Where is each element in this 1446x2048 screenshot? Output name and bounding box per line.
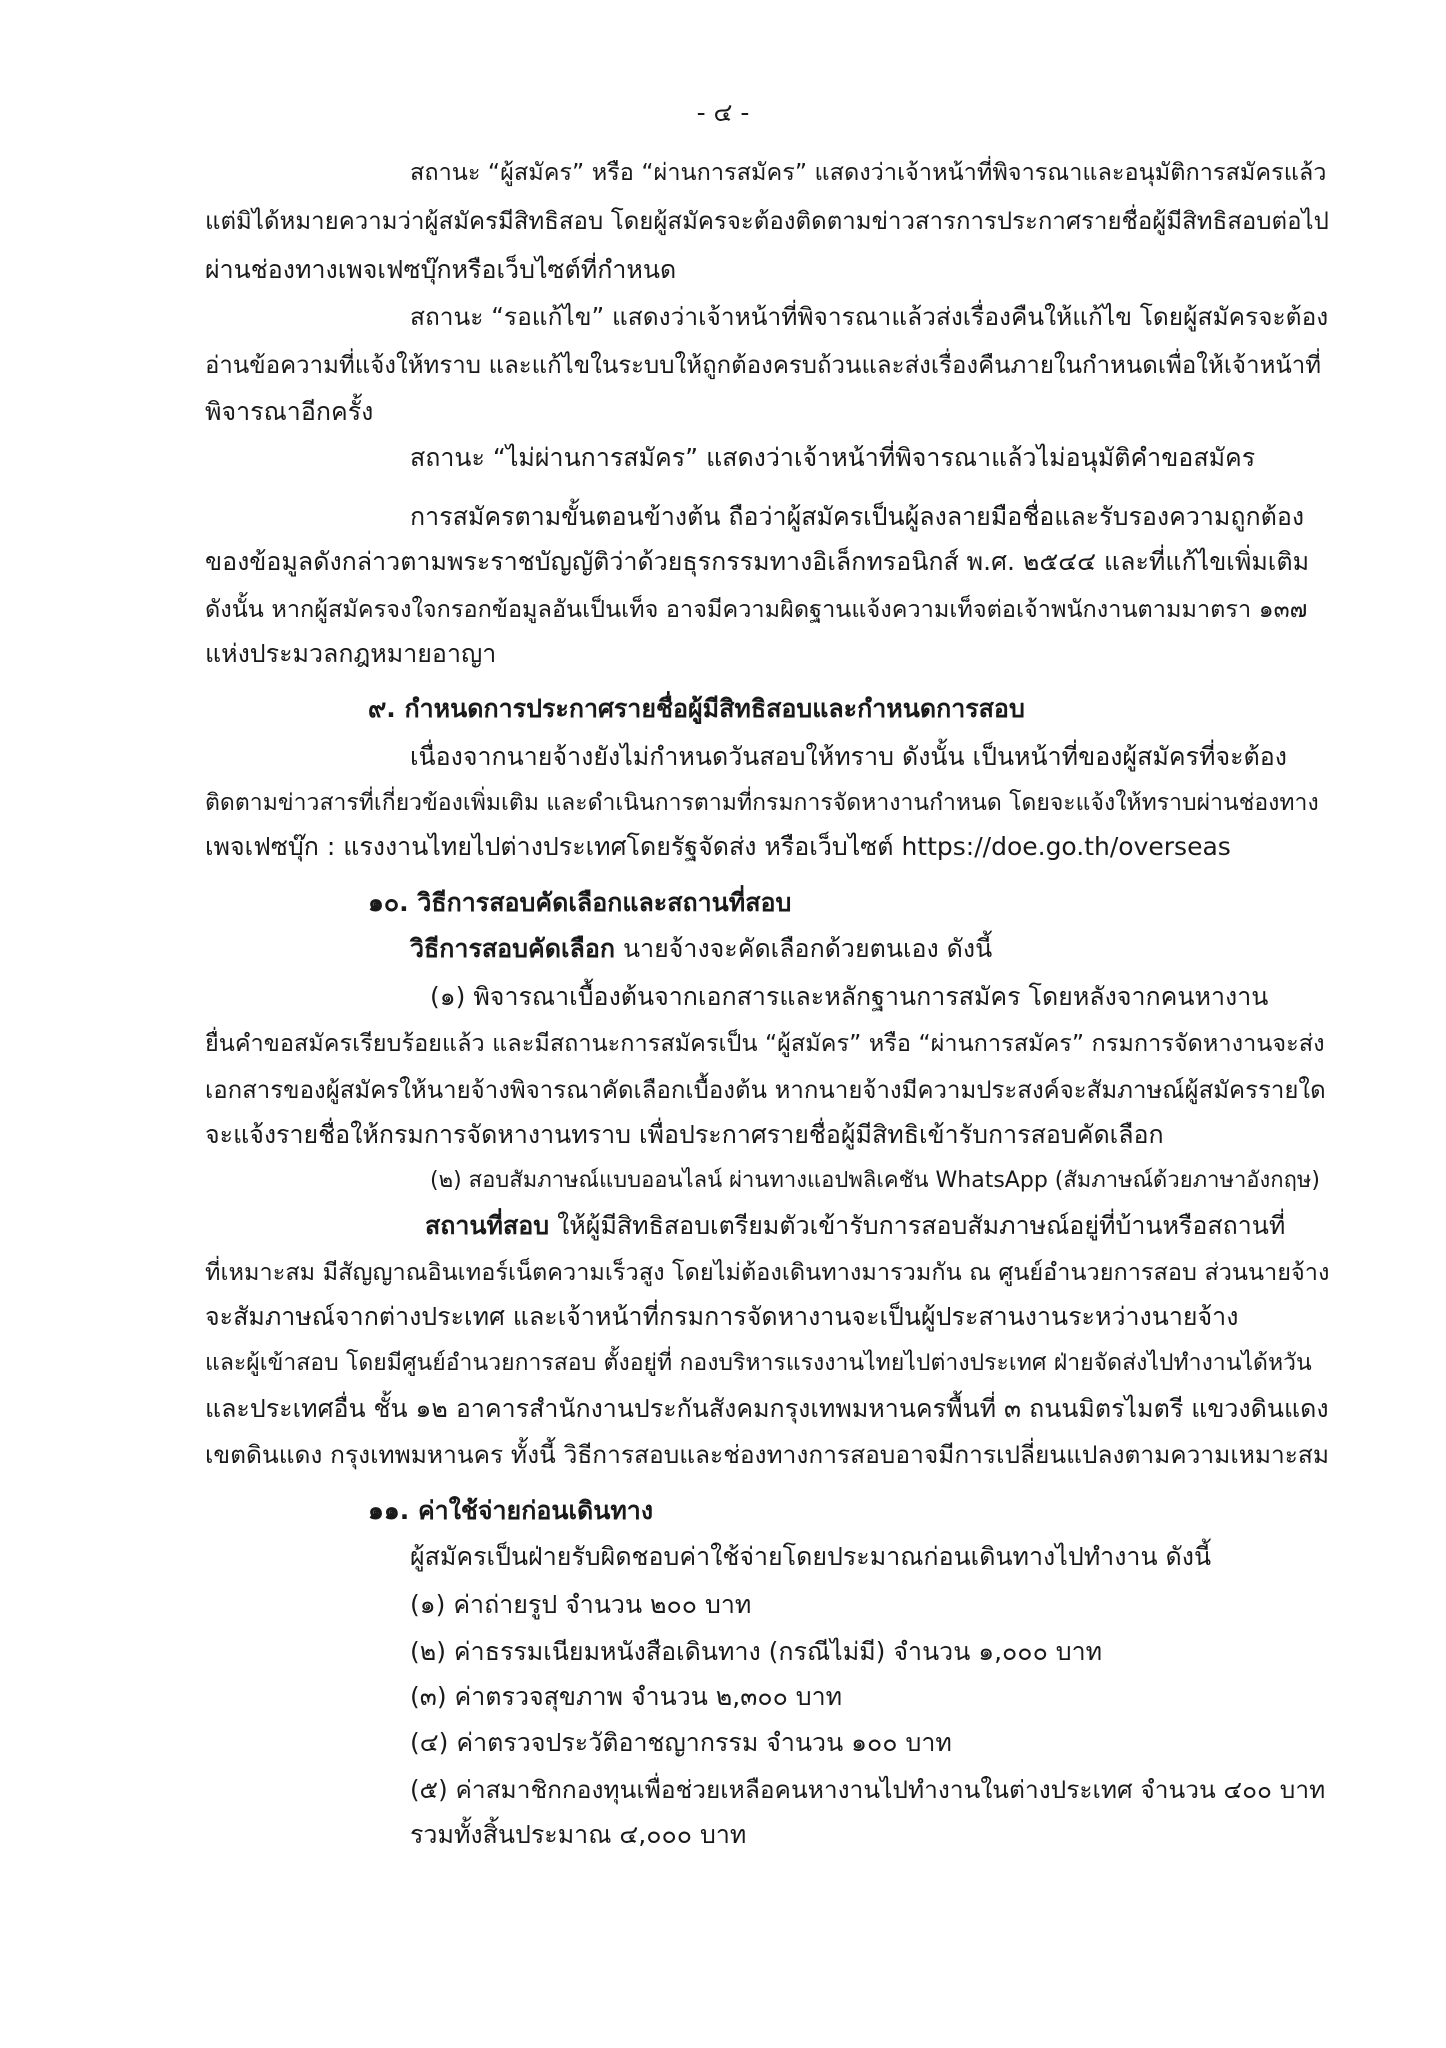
section10-heading: ๑๐. วิธีการสอบคัดเลือกและสถานที่สอบ <box>368 888 792 917</box>
cost-item-1: (๑) ค่าถ่ายรูป จำนวน ๒๐๐ บาท <box>410 1590 752 1619</box>
status-pending-line-3: พิจารณาอีกครั้ง <box>205 397 374 426</box>
section11-intro: ผู้สมัครเป็นฝ่ายรับผิดชอบค่าใช้จ่ายโดยประมาณก่อนเดินทางไปทำงาน ดังนี้ <box>410 1542 1212 1571</box>
section10-venue-line-4: และผู้เข้าสอบ โดยมีศูนย์อำนวยการสอบ ตั้งอยู่ที่ กองบริหารแรงงานไทยไปต่างประเทศ ฝ่ายจัดส่งไปทำงานได้หวัน <box>205 1350 1312 1376</box>
section10-item2-line: (๒) สอบสัมภาษณ์แบบออนไลน์ ผ่านทางแอปพลิเคชัน WhatsApp (สัมภาษณ์ด้วยภาษาอังกฤษ) <box>430 1168 1320 1193</box>
venue-first-text: ให้ผู้มีสิทธิสอบเตรียมตัวเข้ารับการสอบสัมภาษณ์อยู่ที่บ้านหรือสถานที่ <box>549 1211 1286 1240</box>
cost-item-5: (๕) ค่าสมาชิกกองทุนเพื่อช่วยเหลือคนหางานไปทำงานในต่างประเทศ จำนวน ๔๐๐ บาท <box>410 1775 1326 1804</box>
section10-venue-line-6: เขตดินแดง กรุงเทพมหานคร ทั้งนี้ วิธีการสอบและช่องทางการสอบอาจมีการเปลี่ยนแปลงตามความเหมาะสม <box>205 1440 1330 1469</box>
section10-item1-line-2: ยื่นคำขอสมัครเรียบร้อยแล้ว และมีสถานะการสมัครเป็น “ผู้สมัคร” หรือ “ผ่านการสมัคร” กรมการจัดหางานจะส่ง <box>205 1029 1325 1057</box>
section10-venue-line-1 <box>425 1209 1285 1243</box>
certification-line-4: แห่งประมวลกฎหมายอาญา <box>205 639 497 668</box>
cost-item-3: (๓) ค่าตรวจสุขภาพ จำนวน ๒,๓๐๐ บาท <box>410 1682 843 1711</box>
cost-total: รวมทั้งสิ้นประมาณ ๔,๐๐๐ บาท <box>410 1820 747 1849</box>
section10-item1-line-3: เอกสารของผู้สมัครให้นายจ้างพิจารณาคัดเลือกเบื้องต้น หากนายจ้างมีความประสงค์จะสัมภาษณ์ผู้สมัครรายใด <box>205 1076 1326 1104</box>
section10-venue-line-2: ที่เหมาะสม มีสัญญาณอินเทอร์เน็ตความเร็วสูง โดยไม่ต้องเดินทางมารวมกัน ณ ศูนย์อำนวยการสอบ ส่วนนายจ้าง <box>205 1258 1330 1286</box>
cost-item-2: (๒) ค่าธรรมเนียมหนังสือเดินทาง (กรณีไม่มี) จำนวน ๑,๐๐๐ บาท <box>410 1637 1103 1666</box>
section9-line-3: เพจเฟซบุ๊ก : แรงงานไทยไปต่างประเทศโดยรัฐจัดส่ง หรือเว็บไซต์ https://doe.go.th/overseas <box>205 832 1231 861</box>
status-applicant-line-2: แต่มิได้หมายความว่าผู้สมัครมีสิทธิสอบ โดยผู้สมัครจะต้องติดตามข่าวสารการประกาศรายชื่อผู้มีสิทธิสอบต่อไป <box>205 207 1329 235</box>
page-number: - ๔ - <box>696 98 750 127</box>
certification-line-2: ของข้อมูลดังกล่าวตามพระราชบัญญัติว่าด้วยธุรกรรมทางอิเล็กทรอนิกส์ พ.ศ. ๒๕๔๔ และที่แก้ไขเพิ่มเติม <box>205 547 1310 576</box>
section9-line-1: เนื่องจากนายจ้างยังไม่กำหนดวันสอบให้ทราบ ดังนั้น เป็นหน้าที่ของผู้สมัครที่จะต้อง <box>410 742 1287 771</box>
status-applicant-line-3: ผ่านช่องทางเพจเฟซบุ๊กหรือเว็บไซต์ที่กำหนด <box>205 255 677 284</box>
section11-heading: ๑๑. ค่าใช้จ่ายก่อนเดินทาง <box>368 1496 654 1525</box>
status-pending-line-2: อ่านข้อความที่แจ้งให้ทราบ และแก้ไขในระบบให้ถูกต้องครบถ้วนและส่งเรื่องคืนภายในกำหนดเพื่อให้เจ้าหน้าที่ <box>205 351 1322 379</box>
venue-label: สถานที่สอบ <box>425 1211 550 1240</box>
method-text: นายจ้างจะคัดเลือกด้วยตนเอง ดังนี้ <box>615 934 993 963</box>
status-pending-line-1: สถานะ “รอแก้ไข” แสดงว่าเจ้าหน้าที่พิจารณาแล้วส่งเรื่องคืนให้แก้ไข โดยผู้สมัครจะต้อง <box>410 302 1329 331</box>
section10-item1-line-1: (๑) พิจารณาเบื้องต้นจากเอกสารและหลักฐานการสมัคร โดยหลังจากคนหางาน <box>430 982 1269 1011</box>
section10-item1-line-4: จะแจ้งรายชื่อให้กรมการจัดหางานทราบ เพื่อประกาศรายชื่อผู้มีสิทธิเข้ารับการสอบคัดเลือก <box>205 1120 1164 1149</box>
status-applicant-line-1: สถานะ “ผู้สมัคร” หรือ “ผ่านการสมัคร” แสดงว่าเจ้าหน้าที่พิจารณาและอนุมัติการสมัครแล้ว <box>410 158 1327 186</box>
section10-venue-line-3: จะสัมภาษณ์จากต่างประเทศ และเจ้าหน้าที่กรมการจัดหางานจะเป็นผู้ประสานงานระหว่างนายจ้าง <box>205 1302 1239 1331</box>
certification-line-3: ดังนั้น หากผู้สมัครจงใจกรอกข้อมูลอันเป็นเท็จ อาจมีความผิดฐานแจ้งความเท็จต่อเจ้าพนักงานตามมาตรา ๑๓๗ <box>205 595 1308 623</box>
section10-venue-line-5: และประเทศอื่น ชั้น ๑๒ อาคารสำนักงานประกันสังคมกรุงเทพมหานครพื้นที่ ๓ ถนนมิตรไมตรี แขวงดินแดง <box>205 1394 1329 1423</box>
section10-method-line <box>410 932 992 966</box>
method-label: วิธีการสอบคัดเลือก <box>410 934 616 963</box>
section9-heading: ๙. กำหนดการประกาศรายชื่อผู้มีสิทธิสอบและกำหนดการสอบ <box>368 694 1025 723</box>
cost-item-4: (๔) ค่าตรวจประวัติอาชญากรรม จำนวน ๑๐๐ บาท <box>410 1728 952 1757</box>
certification-line-1: การสมัครตามขั้นตอนข้างต้น ถือว่าผู้สมัครเป็นผู้ลงลายมือชื่อและรับรองความถูกต้อง <box>410 502 1305 531</box>
status-rejected-line: สถานะ “ไม่ผ่านการสมัคร” แสดงว่าเจ้าหน้าที่พิจารณาแล้วไม่อนุมัติคำขอสมัคร <box>410 443 1256 472</box>
section9-line-2: ติดตามข่าวสารที่เกี่ยวข้องเพิ่มเติม และดำเนินการตามที่กรมการจัดหางานกำหนด โดยจะแจ้งให้ทราบผ่านช่องทาง <box>205 790 1319 816</box>
